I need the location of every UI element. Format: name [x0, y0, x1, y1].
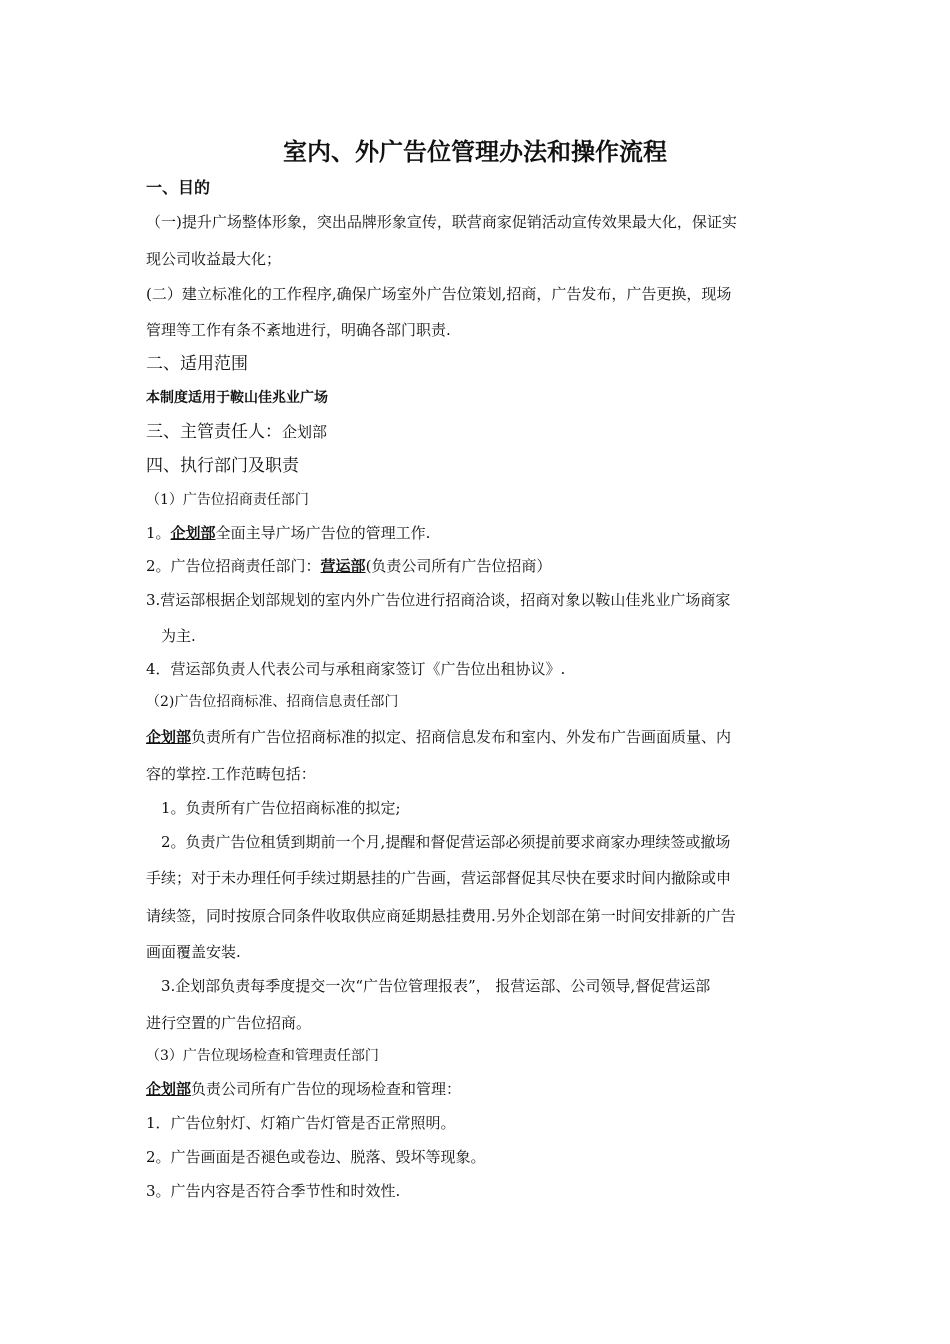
item-2 — [146, 556, 551, 576]
section-1-heading: 一、目的 — [146, 178, 211, 197]
check-para-dept: 企划部 — [146, 1080, 192, 1098]
item-1-prefix: 1。 — [146, 524, 171, 542]
work-item-1: 1。负责所有广告位招商标准的拟定; — [161, 799, 401, 817]
section-2-text: 本制度适用于鞍山佳兆业广场 — [146, 390, 328, 406]
document-title: 室内、外广告位管理办法和操作流程 — [283, 138, 667, 166]
section-4-heading: 四、执行部门及职责 — [146, 456, 299, 476]
section-4-sub-3: （3）广告位现场检查和管理责任部门 — [146, 1048, 379, 1064]
duty-para-line-2: 容的掌控.工作范畴包括： — [146, 765, 316, 783]
duty-para-text: 负责所有广告位招商标准的拟定、招商信息发布和室内、外发布广告画面质量、内 — [191, 728, 732, 746]
check-item-3: 3。广告内容是否符合季节性和时效性. — [146, 1182, 401, 1200]
work-item-2-line-4: 画面覆盖安装. — [146, 943, 241, 961]
section-1-para-1-line-2: 现公司收益最大化； — [146, 250, 282, 268]
section-1-para-2-line-1: (二）建立标准化的工作程序,确保广场室外广告位策划,招商，广告发布，广告更换，现场 — [146, 285, 732, 303]
section-4-sub-1: （1）广告位招商责任部门 — [146, 492, 309, 508]
item-3-line-1: 3.营运部根据企划部规划的室内外广告位进行招商洽谈，招商对象以鞍山佳兆业广场商家 — [146, 591, 731, 609]
item-2-text: (负责公司所有广告位招商） — [365, 557, 552, 575]
work-item-3-line-2: 进行空置的广告位招商。 — [146, 1014, 312, 1032]
item-2-dept: 营运部 — [320, 557, 366, 575]
duty-para-line-1 — [146, 727, 731, 747]
duty-para-dept: 企划部 — [146, 728, 192, 746]
item-1-dept: 企划部 — [170, 524, 216, 542]
section-3-label: 三、主管责任人： — [146, 422, 282, 442]
work-item-3-line-1: 3.企划部负责每季度提交一次“广告位管理报表”， 报营运部、公司领导,督促营运部 — [161, 977, 711, 995]
check-item-2: 2。广告画面是否褪色或卷边、脱落、毁坏等现象。 — [146, 1148, 486, 1166]
section-3-heading — [146, 422, 327, 442]
item-1 — [146, 523, 430, 543]
section-3-value: 企划部 — [282, 423, 328, 441]
work-item-2-line-3: 请续签，同时按原合同条件收取供应商延期悬挂费用.另外企划部在第一时间安排新的广告 — [146, 907, 736, 925]
check-para-text: 负责公司所有广告位的现场检查和管理： — [191, 1080, 462, 1098]
check-para — [146, 1079, 461, 1099]
section-4-sub-2: （2)广告位招商标准、招商信息责任部门 — [146, 694, 399, 710]
work-item-2-line-2: 手续；对于未办理任何手续过期悬挂的广告画，营运部督促其尽快在要求时间内撤除或申 — [146, 869, 732, 887]
item-4: 4．营运部负责人代表公司与承租商家签订《广告位出租协议》. — [146, 660, 566, 678]
section-1-para-2-line-2: 管理等工作有条不紊地进行，明确各部门职责. — [146, 321, 451, 339]
check-item-1: 1．广告位射灯、灯箱广告灯管是否正常照明。 — [146, 1114, 456, 1132]
item-3-line-2: 为主. — [161, 627, 196, 645]
item-1-text: 全面主导广场广告位的管理工作. — [215, 524, 431, 542]
section-1-para-1-line-1: （一)提升广场整体形象，突出品牌形象宣传，联营商家促销活动宣传效果最大化，保证实 — [146, 213, 737, 231]
item-2-prefix: 2。广告位招商责任部门： — [146, 557, 321, 575]
work-item-2-line-1: 2。负责广告位租赁到期前一个月,提醒和督促营运部必须提前要求商家办理续签或撤场 — [161, 833, 731, 851]
section-2-heading: 二、适用范围 — [146, 354, 248, 374]
